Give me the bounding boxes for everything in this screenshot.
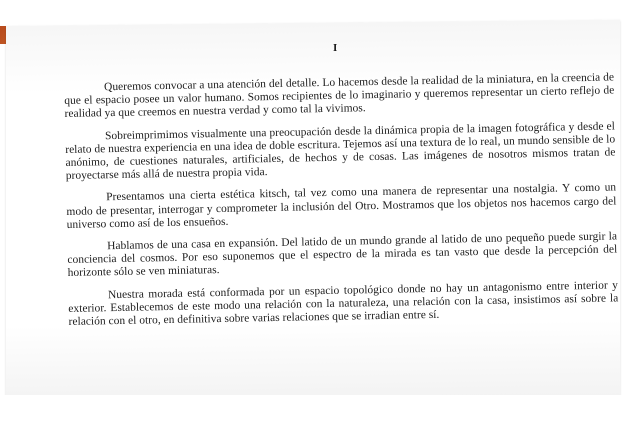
paragraph-5: Nuestra morada está conformada por un espacio topológico donde no hay un antagonismo entre interior y exterior. Establecemos de este modo una relación con la naturaleza, una relación con la casa, insistimos así sobre la relación con el otro, en definitiva sobre varias relaciones que se irradian entre sí. <box>68 279 619 329</box>
paragraph-2: Sobreimprimimos visualmente una preocupación desde la dinámica propia de la imagen fotográfica y desde el relato de nuestra experiencia en una idea de doble escritura. Tejemos así una textura de lo real, un mundo sensible de lo anónimo, de cuestiones naturales, artificiales, de hechos y de cosas. Las imágenes de nosotros mismos tratan de proyectarse más allá de nuestra propia vida. <box>65 120 616 183</box>
paragraph-3: Presentamos una cierta estética kitsch, tal vez como una manera de representar una nostalgia. Y como un modo de presentar, interrogar y comprometer la inclusión del Otro. Mostramos que los objetos nos hacemos cargo del universo como así de los ensueños. <box>66 181 617 231</box>
image-bottom-margin <box>0 395 629 428</box>
body-text <box>64 71 619 338</box>
paragraph-4: Hablamos de una casa en expansión. Del latido de un mundo grande al latido de uno pequeño puede surgir la conciencia del cosmos. Por eso suponemos que el espectro de la mirada es tan vasto que desde la percepción del horizonte sólo se ven miniaturas. <box>67 230 618 280</box>
paragraph-1: Queremos convocar a una atención del detalle. Lo hacemos desde la realidad de la miniatura, en la creencia de que el espacio posee un valor humano. Somos recipientes de lo imaginario y queremos representar un cierto reflejo de realidad ya que creemos en nuestra verdad y como tal la vivimos. <box>64 71 615 121</box>
page-number: I <box>333 42 338 54</box>
